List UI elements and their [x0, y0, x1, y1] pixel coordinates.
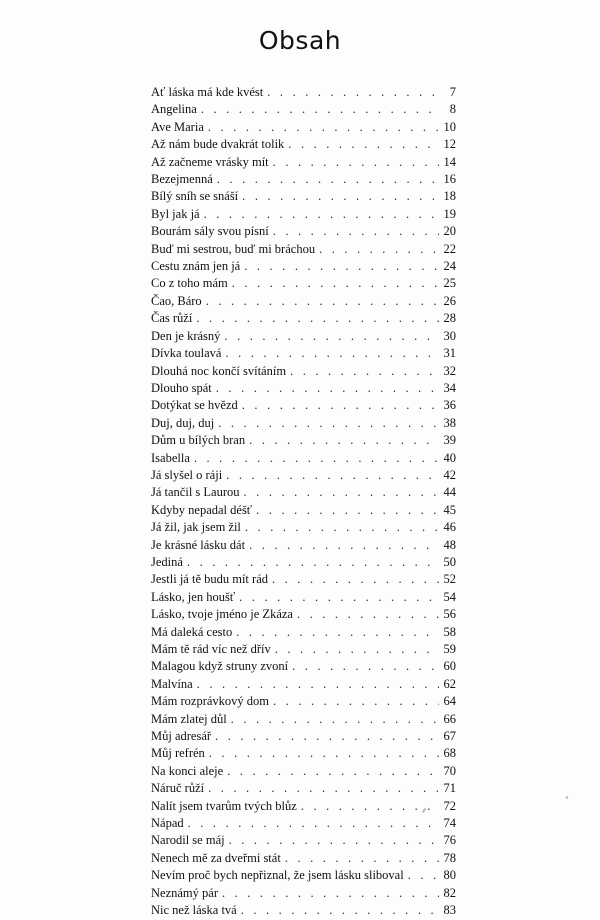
toc-entry — [151, 624, 456, 641]
dot-leader — [217, 171, 439, 188]
dot-leader — [215, 728, 439, 745]
dot-leader — [229, 832, 439, 849]
dot-leader — [292, 658, 439, 675]
toc-entry-title: Dlouho spát — [151, 380, 212, 395]
toc-entry-title: Čao, Báro — [151, 293, 202, 308]
dot-leader — [226, 467, 439, 484]
dot-leader — [273, 154, 439, 171]
dot-leader — [285, 850, 439, 867]
dot-leader — [319, 241, 439, 258]
toc-entry-page-number: 45 — [443, 502, 456, 517]
toc-entry — [151, 780, 456, 797]
toc-entry-page-number: 7 — [449, 85, 456, 99]
scan-speck — [565, 796, 568, 800]
toc-entry-title: Dlouhá noc končí svítáním — [151, 363, 287, 378]
dot-leader — [242, 188, 439, 205]
toc-entry-page-number: 36 — [443, 398, 456, 413]
toc-entry-title: Jestli já tě budu mít rád — [151, 572, 268, 587]
toc-entry-title: Ať láska má kde kvést — [151, 85, 264, 99]
toc-entry-page-number: 25 — [443, 276, 456, 291]
dot-leader — [275, 641, 439, 658]
toc-entry-page-number: 14 — [443, 154, 456, 169]
toc-entry — [151, 310, 456, 327]
toc-entry-page-number: 80 — [443, 868, 456, 883]
toc-entry-title: Byl jak já — [151, 206, 200, 221]
dot-leader — [194, 450, 439, 467]
toc-entry — [151, 832, 456, 849]
toc-entry-title: Mám tě rád víc než dřív — [151, 642, 271, 656]
dot-leader — [288, 136, 439, 153]
dot-leader — [232, 275, 439, 292]
toc-entry — [151, 275, 456, 292]
toc-entry — [151, 658, 456, 675]
toc-entry-page-number: 40 — [443, 450, 456, 465]
toc-entry — [151, 293, 456, 310]
dot-leader — [256, 502, 439, 519]
toc-entry-page-number: 64 — [443, 694, 456, 709]
toc-entry-title: Můj refrén — [151, 746, 205, 761]
toc-entry-page-number: 10 — [443, 119, 456, 134]
dot-leader — [224, 328, 439, 345]
dot-leader — [267, 84, 439, 101]
toc-entry — [151, 850, 456, 867]
dot-leader — [236, 624, 439, 641]
toc-entry-page-number: 68 — [443, 746, 456, 761]
toc-entry — [151, 711, 456, 728]
toc-entry-page-number: 28 — [443, 311, 456, 326]
toc-entry-page-number: 74 — [443, 816, 456, 831]
toc-entry-title: Narodil se máj — [151, 833, 225, 848]
toc-entry — [151, 241, 456, 258]
toc-entry-title: Den je krásný — [151, 328, 221, 343]
toc-entry — [151, 188, 456, 205]
toc-entry-title: Dům u bílých bran — [151, 433, 246, 448]
toc-entry — [151, 136, 456, 153]
toc-entry — [151, 798, 456, 815]
toc-entry-title: Já žil, jak jsem žil — [151, 520, 241, 535]
toc-entry-title: Ave Maria — [151, 119, 204, 134]
dot-leader — [209, 745, 439, 762]
toc-entry-page-number: 31 — [443, 346, 456, 361]
toc-entry — [151, 432, 456, 449]
dot-leader — [249, 537, 439, 554]
toc-entry — [151, 728, 456, 745]
toc-entry — [151, 363, 456, 380]
toc-entry — [151, 502, 456, 519]
toc-entry — [151, 450, 456, 467]
toc-entry — [151, 537, 456, 554]
toc-entry-page-number: 58 — [443, 624, 456, 639]
toc-entry-page-number: 70 — [443, 763, 456, 778]
toc-entry-title: Duj, duj, duj — [151, 415, 215, 430]
dot-leader — [244, 484, 439, 501]
toc-entry-page-number: 48 — [443, 537, 456, 552]
toc-entry — [151, 119, 456, 136]
dot-leader — [273, 693, 439, 710]
toc-entry-page-number: 44 — [443, 485, 456, 500]
toc-entry-title: Lásko, jen houšť — [151, 589, 236, 604]
toc-entry — [151, 745, 456, 762]
toc-entry-page-number: 19 — [443, 206, 456, 221]
toc-entry — [151, 554, 456, 571]
toc-entry-page-number: 16 — [443, 172, 456, 187]
toc-entry-title: Bílý sníh se snáší — [151, 189, 239, 204]
toc-entry-page-number: 42 — [443, 467, 456, 482]
toc-entry-title: Malvína — [151, 676, 193, 691]
toc-entry-page-number: 56 — [443, 607, 456, 622]
toc-entry-page-number: 66 — [443, 711, 456, 726]
dot-leader — [239, 589, 439, 606]
toc-entry-title: Mám rozprávkový dom — [151, 694, 270, 709]
toc-entry-title: Nalít jsem tvarům tvých blůz — [151, 798, 297, 813]
toc-entry-title: Má daleká cesto — [151, 624, 233, 639]
toc-entry — [151, 258, 456, 275]
dot-leader — [245, 519, 439, 536]
toc-entry-title: Nápad — [151, 816, 184, 831]
toc-entry-title: Malagou když struny zvoní — [151, 659, 289, 674]
toc-entry-page-number: 52 — [443, 572, 456, 587]
toc-entry-page-number: 46 — [443, 520, 456, 535]
toc-entry-page-number: 78 — [443, 850, 456, 865]
page-title: Obsah — [258, 26, 342, 55]
toc-entry — [151, 154, 456, 171]
toc-entry — [151, 885, 456, 902]
toc-entry-title: Co z toho mám — [151, 276, 228, 291]
toc-entry — [151, 101, 456, 118]
toc-entry — [151, 902, 456, 919]
toc-entry — [151, 867, 456, 884]
toc-entry-page-number: 83 — [443, 903, 456, 918]
dot-leader — [241, 902, 439, 919]
toc-entry-page-number: 60 — [443, 659, 456, 674]
toc-entry-title: Já slyšel o ráji — [151, 467, 223, 482]
toc-entry-title: Můj adresář — [151, 729, 212, 744]
toc-entry-page-number: 71 — [443, 781, 456, 796]
dot-leader — [244, 258, 439, 275]
toc-entry-title: Nevím proč bych nepřiznal, že jsem lásku sliboval — [151, 868, 404, 883]
toc-entry-title: Mám zlatej důl — [151, 711, 227, 726]
toc-entry-title: Bezejmenná — [151, 172, 213, 187]
dot-leader — [222, 885, 439, 902]
dot-leader — [187, 554, 439, 571]
toc-entry — [151, 589, 456, 606]
toc-entry-title: Já tančil s Laurou — [151, 485, 240, 500]
toc-entry — [151, 676, 456, 693]
toc-entry-page-number: 26 — [443, 293, 456, 308]
toc-entry-page-number: 34 — [443, 380, 456, 395]
dot-leader — [206, 293, 439, 310]
toc-entry — [151, 397, 456, 414]
toc-entry-title: Lásko, tvoje jméno je Zkáza — [151, 607, 293, 622]
toc-entry — [151, 606, 456, 623]
toc-entry — [151, 171, 456, 188]
toc-entry-title: Nenech mě za dveřmi stát — [151, 850, 281, 865]
toc-entry-page-number: 67 — [443, 729, 456, 744]
toc-entry — [151, 84, 456, 101]
toc-entry-title: Buď mi sestrou, buď mi bráchou — [151, 241, 316, 256]
toc-entry-page-number: 54 — [443, 589, 456, 604]
dot-leader — [216, 380, 439, 397]
toc-entry-title: Až nám bude dvakrát tolik — [151, 137, 285, 152]
toc-entry — [151, 571, 456, 588]
toc-entry-title: Dívka toulavá — [151, 346, 222, 361]
toc-entry-title: Kdyby nepadal déšť — [151, 502, 253, 517]
toc-entry — [151, 345, 456, 362]
toc-entry-title: Je krásné lásku dát — [151, 537, 246, 552]
dot-leader — [273, 223, 439, 240]
dot-leader — [208, 780, 439, 797]
toc-entry — [151, 641, 456, 658]
dot-leader — [408, 867, 439, 884]
toc-entry — [151, 223, 456, 240]
toc-entry — [151, 519, 456, 536]
toc-entry — [151, 693, 456, 710]
toc-entry-page-number: 24 — [443, 259, 456, 274]
dot-leader — [301, 798, 439, 815]
table-of-contents — [151, 84, 456, 920]
toc-entry — [151, 380, 456, 397]
toc-entry-page-number: 12 — [443, 137, 456, 152]
dot-leader — [204, 206, 439, 223]
toc-entry — [151, 206, 456, 223]
dot-leader — [297, 606, 439, 623]
toc-entry-title: Náruč růží — [151, 781, 205, 796]
toc-entry — [151, 467, 456, 484]
toc-entry-title: Dotýkat se hvězd — [151, 398, 238, 413]
toc-entry-page-number: 20 — [443, 224, 456, 239]
dot-leader — [272, 571, 439, 588]
toc-entry-page-number: 59 — [443, 642, 456, 656]
toc-entry-page-number: 82 — [443, 885, 456, 900]
toc-entry-page-number: 22 — [443, 241, 456, 256]
dot-leader — [227, 763, 439, 780]
toc-entry-title: Jediná — [151, 554, 183, 569]
toc-entry-title: Na konci aleje — [151, 763, 224, 778]
toc-entry-page-number: 39 — [443, 433, 456, 448]
toc-entry-page-number: 50 — [443, 554, 456, 569]
toc-entry-title: Až začneme vrásky mít — [151, 154, 269, 169]
toc-entry-page-number: 38 — [443, 415, 456, 430]
toc-entry — [151, 815, 456, 832]
toc-entry-title: Bourám sály svou písní — [151, 224, 269, 239]
toc-entry-title: Isabella — [151, 450, 190, 465]
dot-leader — [249, 432, 439, 449]
toc-entry-page-number: 18 — [443, 189, 456, 204]
dot-leader — [188, 815, 439, 832]
toc-entry-page-number: 30 — [443, 328, 456, 343]
toc-entry-page-number: 72 — [443, 798, 456, 813]
toc-entry-title: Čas růží — [151, 311, 193, 326]
dot-leader — [196, 310, 439, 327]
dot-leader — [208, 119, 439, 136]
toc-entry — [151, 415, 456, 432]
dot-leader — [242, 397, 439, 414]
toc-entry — [151, 763, 456, 780]
dot-leader — [225, 345, 439, 362]
toc-entry-page-number: 76 — [443, 833, 456, 848]
toc-entry-page-number: 8 — [449, 102, 456, 117]
toc-entry-title: Cestu znám jen já — [151, 259, 241, 274]
toc-entry-title: Nic než láska tvá — [151, 903, 237, 918]
dot-leader — [201, 101, 439, 118]
dot-leader — [197, 676, 439, 693]
toc-entry — [151, 484, 456, 501]
toc-entry — [151, 328, 456, 345]
toc-entry-title: Angelina — [151, 102, 197, 117]
toc-entry-title: Neznámý pár — [151, 885, 218, 900]
dot-leader — [290, 363, 439, 380]
toc-entry-page-number: 32 — [443, 363, 456, 378]
dot-leader — [218, 415, 439, 432]
dot-leader — [231, 711, 439, 728]
toc-entry-page-number: 62 — [443, 676, 456, 691]
